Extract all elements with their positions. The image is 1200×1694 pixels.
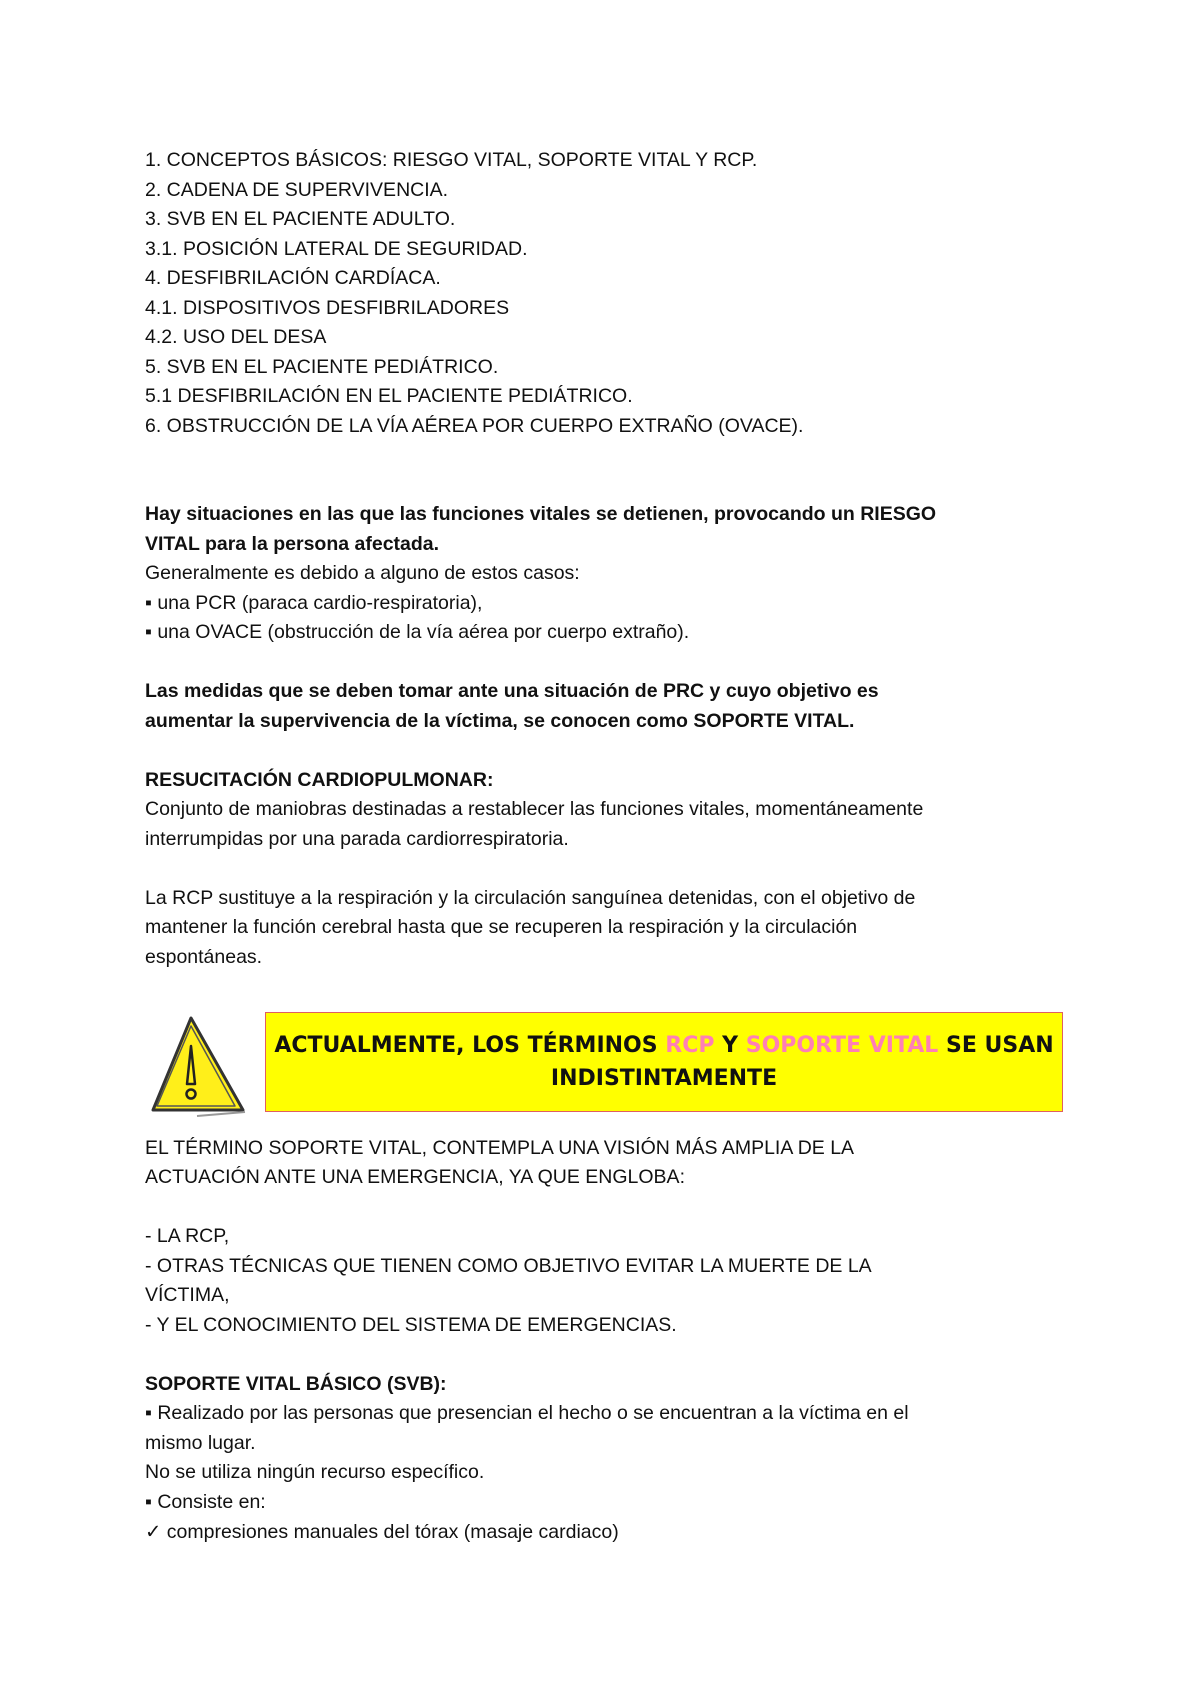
- spacer: [145, 1340, 1065, 1370]
- rcp-paragraph-line-2: mantener la función cerebral hasta que se recuperen la respiración y la circulación: [145, 916, 858, 938]
- termino-line-2: ACTUACIÓN ANTE UNA EMERGENCIA, YA QUE ENGLOBA:: [145, 1166, 685, 1188]
- warning-triangle-icon: [147, 1012, 247, 1120]
- riesgo-bullet-pcr: ▪ una PCR (paraca cardio-respiratoria),: [145, 591, 483, 614]
- termino-item-rcp: - LA RCP,: [145, 1225, 230, 1247]
- riesgo-bullet-ovace: ▪ una OVACE (obstrucción de la vía aérea por cuerpo extraño).: [145, 621, 690, 643]
- index-item: 3.1. POSICIÓN LATERAL DE SEGURIDAD.: [145, 237, 528, 260]
- warning-text: Y: [714, 1032, 746, 1058]
- rcp-paragraph-line-3: espontáneas.: [145, 945, 263, 968]
- index-item: 5. SVB EN EL PACIENTE PEDIÁTRICO.: [145, 355, 499, 378]
- riesgo-bold-line-1: Hay situaciones en las que las funciones vitales se detienen, provocando un RIESGO: [145, 503, 937, 525]
- spacer: [145, 854, 1065, 884]
- rcp-paragraph-line-1: La RCP sustituye a la respiración y la circulación sanguínea detenidas, con el objetivo de: [145, 886, 916, 909]
- index-item: 1. CONCEPTOS BÁSICOS: RIESGO VITAL, SOPORTE VITAL Y RCP.: [145, 149, 758, 171]
- svb-check-text: compresiones manuales del tórax (masaje cardiaco): [161, 1521, 619, 1543]
- svb-no-recurso: No se utiliza ningún recurso específico.: [145, 1461, 485, 1483]
- warning-text: SE USAN: [938, 1032, 1054, 1058]
- termino-line-1: EL TÉRMINO SOPORTE VITAL, CONTEMPLA UNA VISIÓN MÁS AMPLIA DE LA: [145, 1136, 855, 1159]
- rcp-definition-line-2: interrumpidas por una parada cardiorrespiratoria.: [145, 827, 569, 850]
- rcp-heading: RESUCITACIÓN CARDIOPULMONAR:: [145, 768, 494, 791]
- medidas-line-1: Las medidas que se deben tomar ante una situación de PRC y cuyo objetivo es: [145, 680, 879, 702]
- termino-item-tecnicas-line-2: VÍCTIMA,: [145, 1284, 230, 1306]
- svb-heading: SOPORTE VITAL BÁSICO (SVB):: [145, 1372, 447, 1395]
- spacer: [145, 648, 1065, 678]
- warning-callout: [145, 1012, 1065, 1124]
- warning-highlight-soporte-vital: SOPORTE VITAL: [745, 1032, 939, 1058]
- termino-item-tecnicas-line-1: - OTRAS TÉCNICAS QUE TIENEN COMO OBJETIVO EVITAR LA MUERTE DE LA: [145, 1254, 872, 1277]
- spacer: [145, 441, 1065, 500]
- warning-text-line-2: INDISTINTAMENTE: [550, 1065, 778, 1091]
- index-item: 4.2. USO DEL DESA: [145, 326, 327, 348]
- index-item: 6. OBSTRUCCIÓN DE LA VÍA AÉREA POR CUERPO EXTRAÑO (OVACE).: [145, 414, 804, 437]
- index-item: 3. SVB EN EL PACIENTE ADULTO.: [145, 208, 456, 230]
- check-icon: ✓: [145, 1520, 162, 1543]
- riesgo-intro: Generalmente es debido a alguno de estos casos:: [145, 562, 580, 584]
- svb-check-item: [145, 1517, 1065, 1548]
- warning-text: ACTUALMENTE, LOS TÉRMINOS: [274, 1032, 666, 1058]
- svb-bullet-line-2: mismo lugar.: [145, 1431, 256, 1454]
- index-item: 4. DESFIBRILACIÓN CARDÍACA.: [145, 267, 441, 289]
- riesgo-bold-line-2: VITAL para la persona afectada.: [145, 532, 440, 555]
- index-item: 2. CADENA DE SUPERVIVENCIA.: [145, 178, 449, 201]
- svb-bullet-line-1: ▪ Realizado por las personas que presencian el hecho o se encuentran a la víctima en el: [145, 1402, 909, 1424]
- medidas-line-2: aumentar la supervivencia de la víctima, se conocen como SOPORTE VITAL.: [145, 709, 855, 732]
- rcp-definition-line-1: Conjunto de maniobras destinadas a restablecer las funciones vitales, momentáneamente: [145, 798, 924, 820]
- spacer: [145, 1193, 1065, 1223]
- index-item: 5.1 DESFIBRILACIÓN EN EL PACIENTE PEDIÁTRICO.: [145, 385, 633, 407]
- warning-highlight-rcp: RCP: [665, 1032, 715, 1058]
- index-list: [145, 146, 1065, 441]
- spacer: [145, 972, 1065, 1002]
- index-item: 4.1. DISPOSITIVOS DESFIBRILADORES: [145, 296, 510, 319]
- warning-box: [265, 1012, 1063, 1112]
- spacer: [145, 736, 1065, 766]
- svb-consiste: ▪ Consiste en:: [145, 1490, 266, 1513]
- termino-item-sistema: - Y EL CONOCIMIENTO DEL SISTEMA DE EMERGENCIAS.: [145, 1313, 677, 1336]
- document-content: [145, 146, 1065, 1548]
